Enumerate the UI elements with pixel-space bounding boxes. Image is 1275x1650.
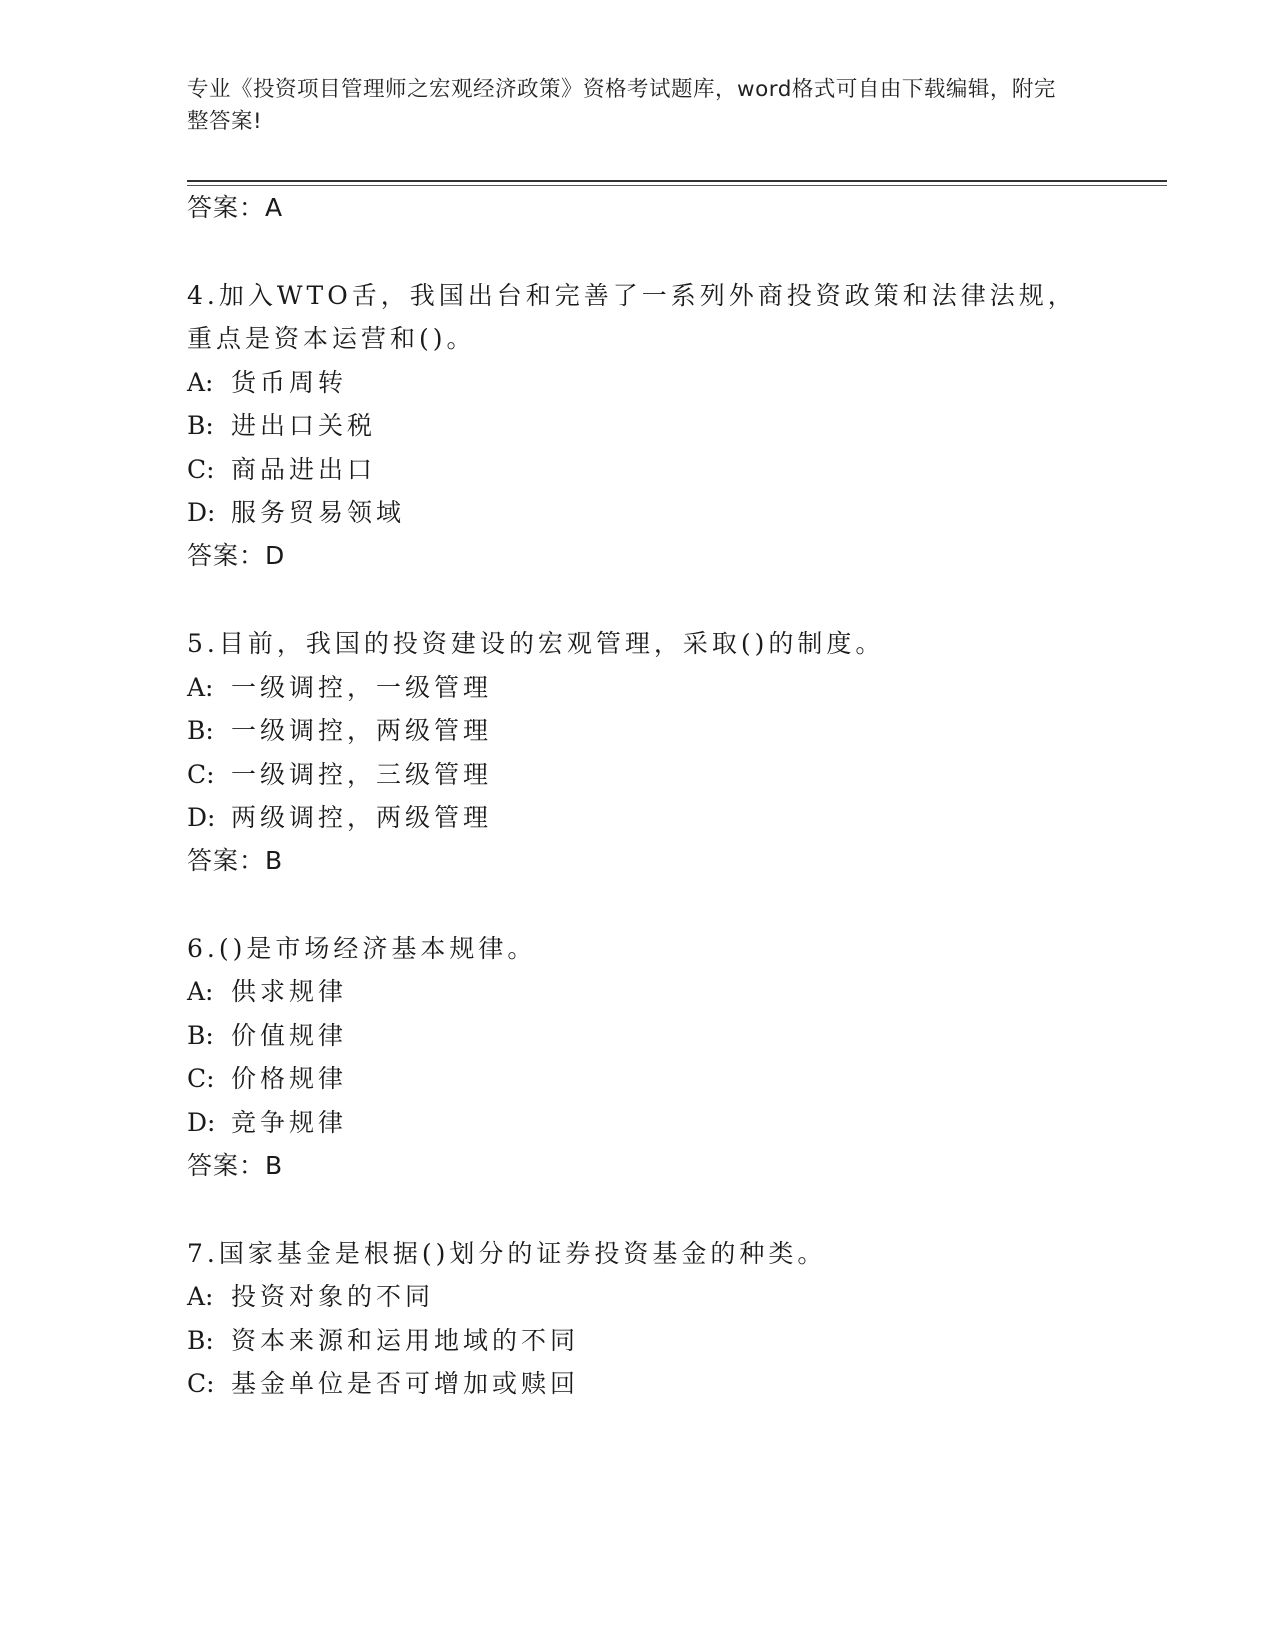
option-key: B: bbox=[187, 716, 214, 745]
option-b bbox=[187, 1016, 347, 1052]
option-text: 价值规律 bbox=[231, 1021, 348, 1050]
option-text: 基金单位是否可增加或赎回 bbox=[231, 1369, 580, 1398]
option-key: D: bbox=[187, 803, 216, 832]
option-a bbox=[187, 363, 347, 399]
option-b bbox=[187, 406, 376, 442]
option-text: 竞争规律 bbox=[231, 1108, 348, 1137]
option-key: D: bbox=[187, 1108, 216, 1137]
option-key: A: bbox=[187, 1282, 214, 1311]
option-text: 服务贸易领域 bbox=[231, 498, 406, 527]
option-key: C: bbox=[187, 1369, 215, 1398]
option-key: C: bbox=[187, 455, 215, 484]
option-c bbox=[187, 755, 492, 791]
option-text: 一级调控，三级管理 bbox=[231, 760, 493, 789]
option-a bbox=[187, 972, 347, 1008]
option-text: 商品进出口 bbox=[231, 455, 377, 484]
option-b bbox=[187, 711, 492, 747]
option-text: 供求规律 bbox=[231, 977, 348, 1006]
answer-line: 答案：B bbox=[187, 1151, 284, 1180]
option-d bbox=[187, 493, 405, 529]
option-key: C: bbox=[187, 760, 215, 789]
question-stem: 5.目前，我国的投资建设的宏观管理，采取()的制度。 bbox=[187, 629, 885, 658]
option-key: A: bbox=[187, 977, 214, 1006]
option-text: 资本来源和运用地域的不同 bbox=[231, 1326, 580, 1355]
option-a bbox=[187, 668, 492, 704]
option-text: 两级调控，两级管理 bbox=[231, 803, 493, 832]
option-c bbox=[187, 450, 376, 486]
option-b bbox=[187, 1321, 579, 1357]
option-key: B: bbox=[187, 1021, 214, 1050]
option-d bbox=[187, 1103, 347, 1139]
option-c bbox=[187, 1364, 579, 1400]
option-text: 一级调控，两级管理 bbox=[231, 716, 493, 745]
answer-line: 答案：A bbox=[187, 193, 284, 222]
option-a bbox=[187, 1277, 434, 1313]
option-text: 进出口关税 bbox=[231, 411, 377, 440]
option-text: 价格规律 bbox=[231, 1064, 348, 1093]
option-key: B: bbox=[187, 1326, 214, 1355]
answer-line: 答案：D bbox=[187, 541, 286, 570]
header-rule-thick bbox=[187, 180, 1167, 182]
option-text: 货币周转 bbox=[231, 368, 348, 397]
option-c bbox=[187, 1059, 347, 1095]
header-rule-thin bbox=[187, 185, 1167, 186]
document-header: 专业《投资项目管理师之宏观经济政策》资格考试题库，word格式可自由下载编辑，附完整答案! bbox=[187, 77, 1056, 134]
option-text: 投资对象的不同 bbox=[231, 1282, 435, 1311]
option-key: D: bbox=[187, 498, 216, 527]
option-key: A: bbox=[187, 673, 214, 702]
option-key: C: bbox=[187, 1064, 215, 1093]
answer-line: 答案：B bbox=[187, 846, 284, 875]
question-stem: 7.国家基金是根据()划分的证券投资基金的种类。 bbox=[187, 1239, 827, 1268]
option-key: A: bbox=[187, 368, 214, 397]
question-stem: 重点是资本运营和()。 bbox=[187, 324, 476, 353]
option-key: B: bbox=[187, 411, 214, 440]
option-d bbox=[187, 798, 492, 834]
question-stem: 4.加入WTO舌，我国出台和完善了一系列外商投资政策和法律法规， bbox=[187, 281, 1077, 310]
question-stem: 6.()是市场经济基本规律。 bbox=[187, 934, 537, 963]
option-text: 一级调控，一级管理 bbox=[231, 673, 493, 702]
